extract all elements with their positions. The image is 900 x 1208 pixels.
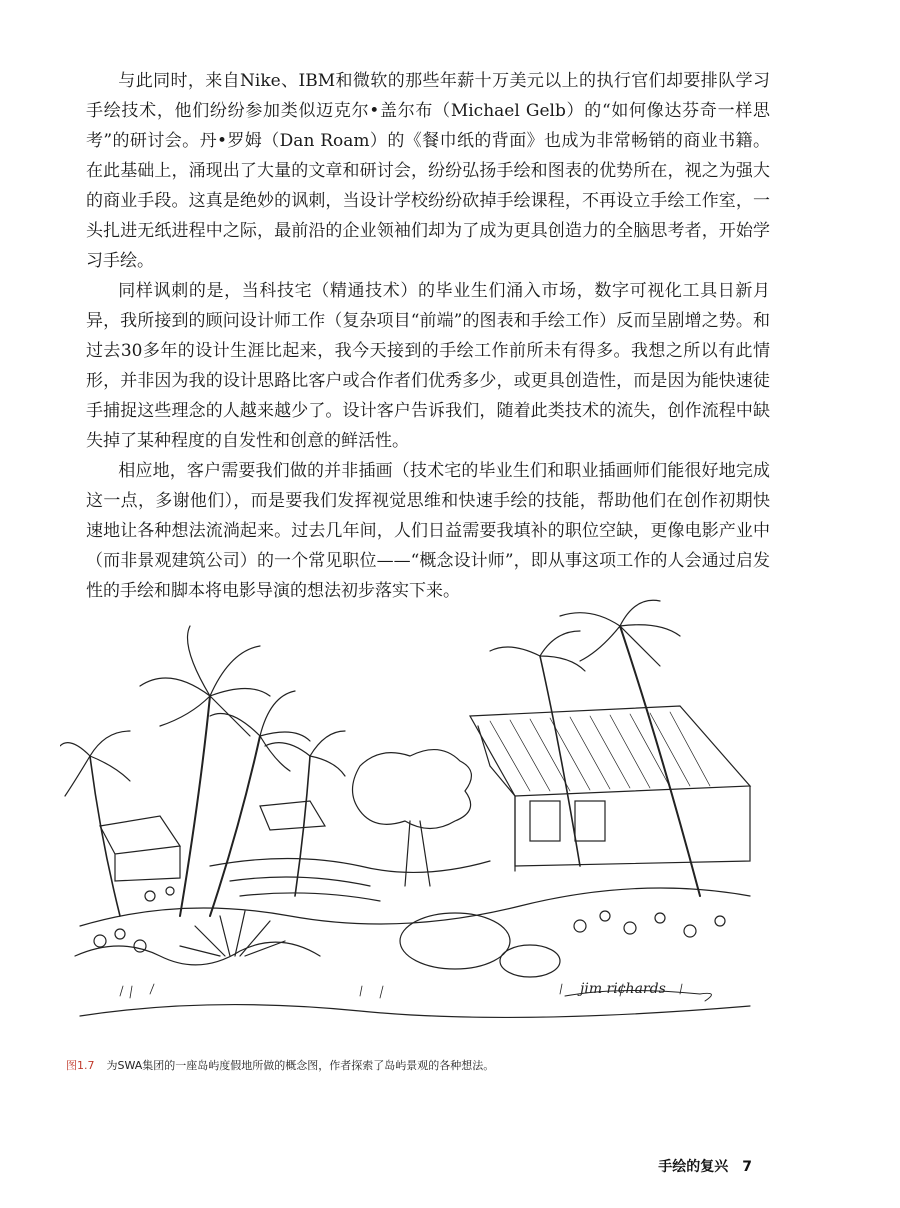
paragraph-2: 同样讽刺的是，当科技宅（精通技术）的毕业生们涌入市场，数字可视化工具日新月异，我所接到的顾问设计师工作（复杂项目“前端”的图表和手绘工作）反而呈剧增之势。和过去30多年的设计生涯比起来，我今天接到的手绘工作前所未有得多。我想之所以有此情形，并非因为我的设计思路比客户或合作者们优秀多少，或更具创造性，而是因为能快速徒手捕捉这些理念的人越来越少了。设计客户告诉我们，随着此类技术的流失，创作流程中缺失掉了某种程度的自发性和创意的鲜活性。 <box>86 281 770 451</box>
page-number: 7 <box>742 1159 752 1175</box>
body-text <box>86 66 770 606</box>
paragraph-1: 与此同时，来自Nike、IBM和微软的那些年薪十万美元以上的执行官们却要排队学习手绘技术，他们纷纷参加类似迈克尔•盖尔布（Michael Gelb）的“如何像达芬奇一样思考”的研讨会。丹•罗姆（Dan Roam）的《餐巾纸的背面》也成为非常畅销的商业书籍。在此基础上，涌现出了大量的文章和研讨会，纷纷弘扬手绘和图表的优势所在，视之为强大的商业手段。这真是绝妙的讽刺，当设计学校纷纷砍掉手绘课程，不再设立手绘工作室，一头扎进无纸进程中之际，最前沿的企业领袖们却为了成为更具创造力的全脑思考者，开始学习手绘。 <box>86 71 770 271</box>
paragraph-3: 相应地，客户需要我们做的并非插画（技术宅的毕业生们和职业插画师们能很好地完成这一点，多谢他们），而是要我们发挥视觉思维和快速手绘的技能，帮助他们在创作初期快速地让各种想法流淌起来。过去几年间，人们日益需要我填补的职位空缺，更像电影产业中（而非景观建筑公司）的一个常见职位——“概念设计师”，即从事这项工作的人会通过启发性的手绘和脚本将电影导演的想法初步落实下来。 <box>86 461 770 601</box>
figure-label: 图1.7 <box>66 1059 95 1072</box>
artist-signature: jim richards <box>580 981 666 997</box>
island-sketch-figure <box>60 596 760 1046</box>
caption-text: 为SWA集团的一座岛屿度假地所做的概念图，作者探索了岛屿景观的各种想法。 <box>106 1059 495 1072</box>
running-title: 手绘的复兴 <box>658 1159 729 1175</box>
figure-caption <box>66 1058 766 1074</box>
sketch-illustration <box>60 596 760 1046</box>
page-footer <box>658 1156 752 1176</box>
